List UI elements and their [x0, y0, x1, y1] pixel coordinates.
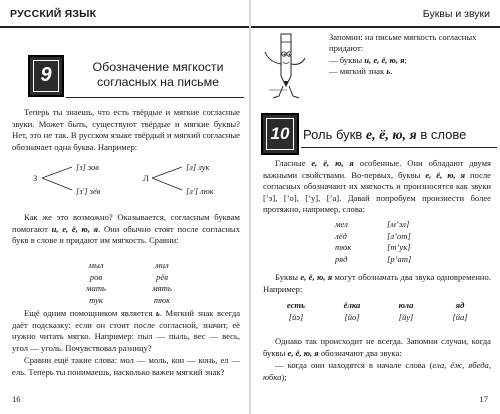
example-word: юла [йу] — [398, 300, 414, 322]
lesson-number-badge — [261, 113, 299, 155]
title-underline — [301, 147, 497, 148]
soft-sign-paragraph: Ещё одним помощником является ь. Мягкий знак всегда даёт подсказку: если он стоит после согласной, значит, её нужно читать мягко. Например: пыл — пыль, вес — весь, угол — уголь. Почувствовал разницу? — [12, 308, 241, 353]
example-word: ёлка [йо] — [343, 300, 361, 322]
example-word: яд [йа] — [452, 300, 468, 322]
lesson-title: Роль букв е, ё, ю, я в слове — [303, 127, 467, 143]
not-always-paragraph: Однако так происходит не всегда. Запомни случаи, когда буквы е, ё, ю, я обозначают два звука: — [263, 336, 491, 358]
helper-letters-paragraph: Как же это возможно? Оказывается, согласным буквам помогают и, е, ё, ю, я. Они обычно стоят после согласных букв в слове и придают им мягкость. Сравни: — [12, 212, 240, 246]
compare-soft-column: мил рёв мять тюк — [152, 260, 172, 305]
vowels-intro-paragraph: Гласные е, ё, ю, я особенные. Они обладают двумя важными свойствами. Во-первых, буквы е, ё, ю, я после согласных обозначают их мягкость и произносятся как звуки [’э], [’о], [’у], [’а]. Давай попробуем произнести более протяжно, например, слова: — [263, 158, 491, 215]
header-rule — [0, 26, 249, 28]
header-rule — [251, 26, 500, 28]
diagram-letter-l: Л — [143, 173, 149, 183]
memo-box — [329, 32, 499, 78]
memo-item-vowels: — буквы и, е, ё, ю, я; — [329, 54, 407, 65]
right-page — [251, 0, 500, 414]
word-start-case: — когда они находятся в начале слова (ела, ёж, ябеда, юбка); — [263, 360, 491, 382]
diagram-z-soft: [з'] зёв — [76, 187, 101, 196]
diagram-z-hard: [з] зов — [76, 163, 99, 172]
diagram-letter-z: З — [33, 173, 38, 183]
page-number-right: 17 — [479, 394, 488, 405]
branch-diagram-l — [146, 163, 186, 193]
memo-intro: Запомни: на письме мягкость согласных придают: — [329, 32, 477, 54]
compare-hard-column: мыл ров мать тук — [86, 260, 106, 305]
compare-more-paragraph: Сравни ещё такие слова: мол — моль, кон — конь, ел — ель. Теперь ты понимаешь, насколько важен мягкий знак? — [12, 355, 240, 377]
memo-item-soft-sign: — мягкий знак ь. — [329, 66, 393, 77]
diagram-l-hard: [л] лук — [186, 163, 210, 172]
lesson-number: 9 — [33, 60, 59, 92]
branch-diagram-z — [36, 163, 76, 193]
lesson-number: 10 — [266, 118, 294, 150]
left-page — [0, 0, 249, 414]
title-underline — [66, 97, 244, 98]
running-head-right: Буквы и звуки — [422, 8, 490, 20]
pencil-mascot-icon — [257, 32, 317, 102]
page-number-left: 16 — [12, 394, 21, 405]
lesson-title: Обозначение мягкости согласных на письме — [92, 60, 224, 89]
diagram-l-soft: [л'] люк — [186, 187, 214, 196]
softening-transcription-column: [м’эл] [л’от] [т’ук] [р’ат] — [387, 219, 412, 264]
softening-words-column: мел лёд тюк ряд — [335, 219, 352, 264]
two-sounds-paragraph: Буквы е, ё, ю, я могут обозначать два звука одновременно. Например: — [263, 272, 491, 294]
lesson-number-badge — [28, 55, 64, 97]
running-head-left: РУССКИЙ ЯЗЫК — [10, 8, 97, 20]
example-word: есть [йэ] — [286, 300, 306, 322]
intro-paragraph: Теперь ты знаешь, что есть твёрдые и мягкие согласные звуки. Может быть, существуют твёрдые и мягкие буквы? Нет, это не так. В русском языке твёрдый и мягкий согласные обозначает одна буква. Например: — [12, 107, 240, 152]
